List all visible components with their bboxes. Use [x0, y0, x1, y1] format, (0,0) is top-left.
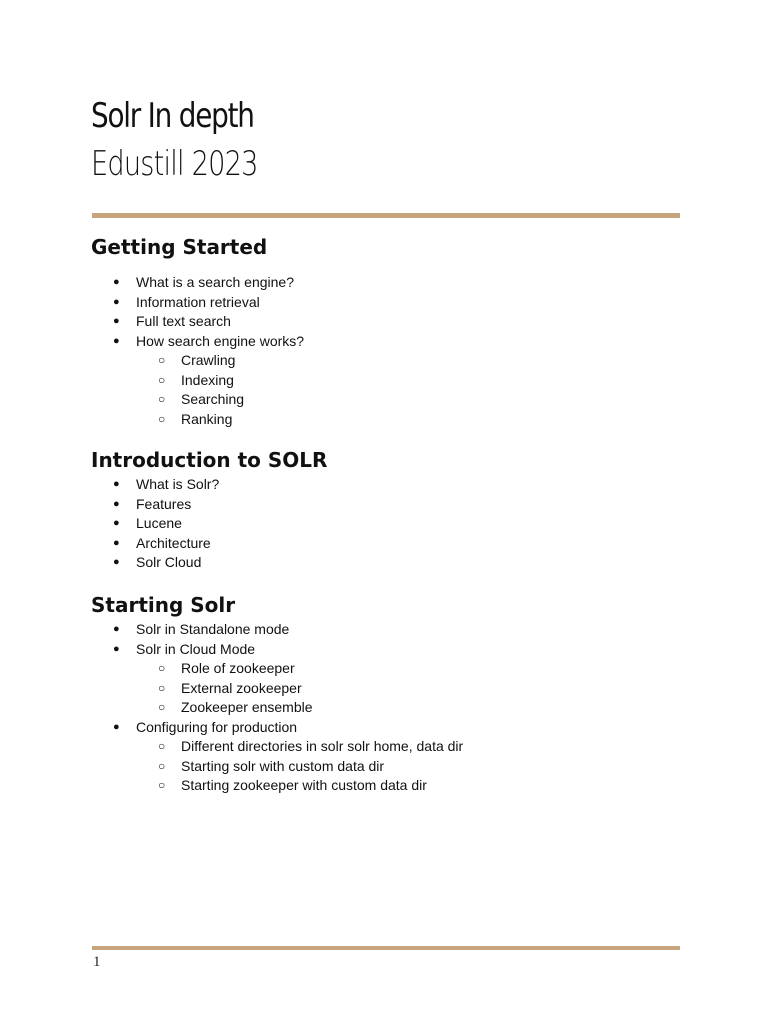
hollow-bullet-icon: ○ — [158, 661, 166, 675]
list-item: ● What is Solr? — [91, 475, 691, 495]
list-item: ● Solr in Cloud Mode ○ Role of zookeeper ○ External zookeeper ○ Zookeeper ensemble — [91, 640, 691, 718]
sub-list-item: ○ Zookeeper ensemble — [136, 698, 691, 718]
sub-list-item: ○ Indexing — [136, 371, 691, 391]
list-item: ● Architecture — [91, 534, 691, 554]
bullet-icon: ● — [113, 497, 120, 510]
hollow-bullet-icon: ○ — [158, 411, 166, 426]
list-item: ● Solr Cloud — [91, 553, 691, 573]
bullet-list — [91, 273, 691, 429]
section-starting-solr — [91, 592, 691, 796]
list-item: ● What is a search engine? — [91, 273, 691, 293]
bullet-icon: ● — [113, 315, 120, 327]
sub-list-item: ○ Different directories in solr solr home, data dir — [136, 737, 691, 757]
hollow-bullet-icon: ○ — [158, 680, 166, 695]
hollow-bullet-icon: ○ — [158, 700, 166, 714]
list-item: ● Solr in Standalone mode — [91, 620, 691, 640]
bullet-icon: ● — [113, 295, 120, 308]
bullet-icon: ● — [113, 556, 120, 568]
hollow-bullet-icon: ○ — [158, 778, 166, 792]
document-subtitle: Edustill 2023 — [91, 144, 258, 184]
section-heading: Starting Solr — [91, 593, 236, 617]
section-heading: Introduction to SOLR — [91, 448, 328, 472]
list-item: ● How search engine works? ○ Crawling ○ Indexing ○ Searching ○ Ranking — [91, 332, 691, 430]
bullet-icon: ● — [113, 623, 120, 635]
header-divider — [92, 213, 680, 218]
sub-list-item: ○ Starting solr with custom data dir — [136, 757, 691, 777]
list-item: ● Configuring for production ○ Different directories in solr solr home, data dir ○ Starting solr with custom data dir ○ Starting zookeeper with custom data dir — [91, 718, 691, 796]
sub-list-item: ○ External zookeeper — [136, 679, 691, 699]
footer-divider — [92, 946, 680, 950]
hollow-bullet-icon: ○ — [158, 353, 166, 367]
section-introduction-to-solr — [91, 447, 691, 573]
list-item: ● Features — [91, 495, 691, 515]
bullet-icon: ● — [113, 642, 120, 655]
list-item: ● Full text search — [91, 312, 691, 332]
hollow-bullet-icon: ○ — [158, 372, 166, 387]
bullet-icon: ● — [113, 536, 120, 549]
page-number: 1 — [93, 954, 101, 970]
bullet-icon: ● — [113, 334, 120, 347]
sub-bullet-list — [136, 737, 691, 796]
bullet-icon: ● — [113, 517, 120, 529]
bullet-icon: ● — [113, 720, 120, 733]
sub-list-item: ○ Role of zookeeper — [136, 659, 691, 679]
sub-list-item: ○ Crawling — [136, 351, 691, 371]
sub-bullet-list — [136, 351, 691, 429]
list-item: ● Lucene — [91, 514, 691, 534]
bullet-list — [91, 475, 691, 573]
bullet-icon: ● — [113, 478, 120, 490]
sub-list-item: ○ Ranking — [136, 410, 691, 430]
sub-bullet-list — [136, 659, 691, 718]
bullet-icon: ● — [113, 276, 120, 288]
document-title: Solr In depth — [91, 96, 254, 136]
bullet-list — [91, 620, 691, 796]
section-getting-started — [91, 234, 691, 429]
hollow-bullet-icon: ○ — [158, 758, 166, 773]
hollow-bullet-icon: ○ — [158, 392, 166, 406]
sub-list-item: ○ Starting zookeeper with custom data dir — [136, 776, 691, 796]
list-item: ● Information retrieval — [91, 293, 691, 313]
section-heading: Getting Started — [91, 235, 268, 259]
hollow-bullet-icon: ○ — [158, 739, 166, 753]
sub-list-item: ○ Searching — [136, 390, 691, 410]
